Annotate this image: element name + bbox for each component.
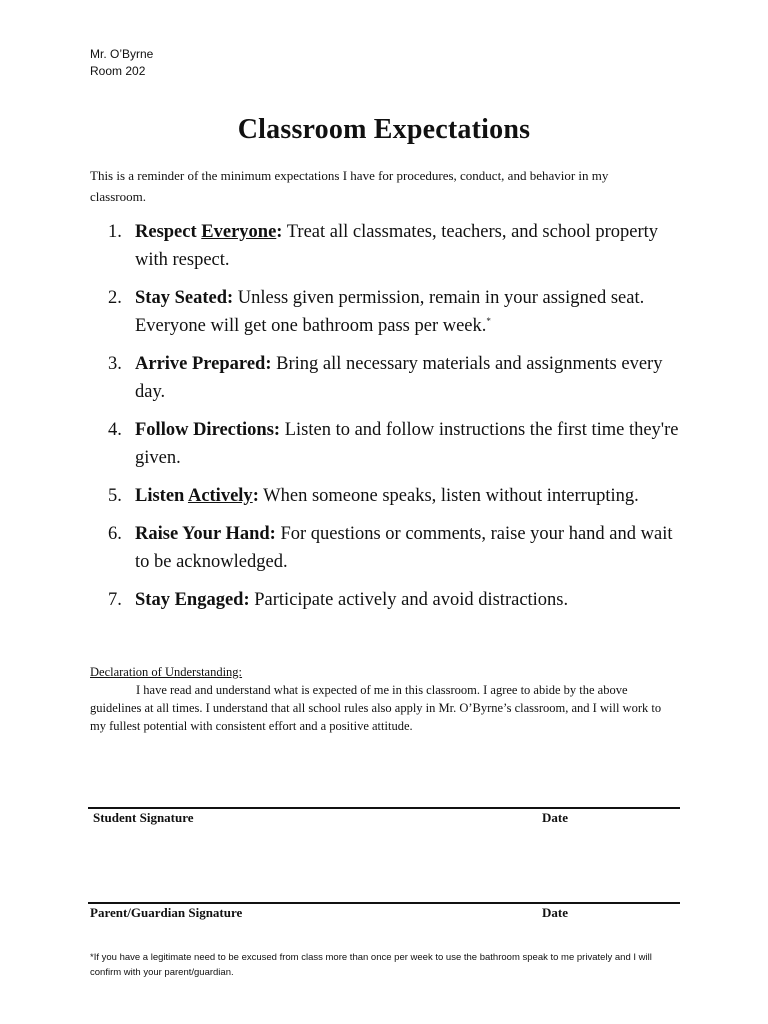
- declaration-section: [90, 663, 680, 735]
- teacher-name: Mr. O’Byrne: [90, 47, 154, 61]
- rule-text: Participate actively and avoid distractions.: [249, 590, 569, 610]
- rule-title: [135, 354, 272, 374]
- rule-text: Treat all classmates, teachers, and school property with respect.: [135, 222, 659, 270]
- rule-text: Unless given permission, remain in your assigned seat. Everyone will get one bathroom pass per week.: [135, 288, 645, 336]
- rule-title-colon: :: [243, 590, 250, 610]
- rule-number: 2.: [108, 288, 122, 308]
- rule-title-text: Stay Seated: [135, 288, 227, 308]
- rule-title-underlined: Everyone: [201, 222, 277, 242]
- rule-footnote-mark: *: [486, 315, 491, 326]
- rule-title-colon: :: [273, 420, 281, 440]
- rule-title: [135, 420, 280, 440]
- student-signature-label: Student Signature: [93, 810, 194, 825]
- rule-title: [135, 524, 276, 544]
- rule-text: Listen to and follow instructions the first time they're given.: [135, 420, 679, 468]
- rule-title: [135, 590, 250, 610]
- room-number: Room 202: [90, 64, 146, 78]
- rule-title-text: Listen: [135, 486, 188, 506]
- rule-title-colon: :: [269, 524, 276, 544]
- page-title: Classroom Expectations: [237, 114, 531, 145]
- rule-title-text: Raise Your Hand: [135, 524, 270, 544]
- rule-title-text: Respect: [135, 222, 202, 242]
- rule-title-underlined: Actively: [187, 486, 253, 506]
- rule-text: Bring all necessary materials and assignments every day.: [135, 354, 663, 402]
- rule-text: For questions or comments, raise your hand and wait to be acknowledged.: [135, 524, 673, 572]
- rule-number: 3.: [108, 354, 122, 374]
- rule-item: [108, 350, 688, 406]
- parent-date-label: Date: [542, 905, 568, 920]
- intro-text: This is a reminder of the minimum expectations I have for procedures, conduct, and behavior in my classroom.: [90, 168, 609, 204]
- rule-item: [108, 520, 688, 576]
- rule-title: [135, 288, 233, 308]
- rule-title: [135, 222, 282, 242]
- rule-text: When someone speaks, listen without interrupting.: [258, 486, 639, 506]
- rule-title: [135, 486, 259, 506]
- rule-item: [108, 586, 688, 614]
- student-signature-line[interactable]: [88, 807, 680, 809]
- declaration-heading: Declaration of Understanding:: [90, 665, 243, 679]
- student-date-label: Date: [542, 810, 568, 825]
- rule-item: [108, 284, 688, 340]
- rule-number: 1.: [108, 222, 122, 242]
- rule-item: [108, 218, 688, 274]
- rule-number: 4.: [108, 420, 122, 440]
- rule-title-text: Arrive Prepared: [135, 354, 266, 374]
- rule-title-colon: :: [276, 222, 283, 242]
- rule-title-colon: :: [227, 288, 234, 308]
- rule-item: [108, 482, 688, 510]
- rule-title-text: Follow Directions: [135, 420, 274, 440]
- rule-title-colon: :: [252, 486, 259, 506]
- parent-signature-label: Parent/Guardian Signature: [90, 905, 243, 920]
- declaration-body: I have read and understand what is expected of me in this classroom. I agree to abide by the above guidelines at all times. I understand that all school rules also apply in Mr. O’Byrne’s classroom, and I will work to my fullest potential with consistent effort and a positive attitude.: [90, 683, 662, 733]
- rules-list: [108, 218, 688, 624]
- rule-number: 5.: [108, 486, 122, 506]
- rule-title-text: Stay Engaged: [135, 590, 244, 610]
- footnote: *If you have a legitimate need to be excused from class more than once per week to use the bathroom speak to me privately and I will confirm with your parent/guardian.: [90, 952, 652, 978]
- rule-number: 7.: [108, 590, 122, 610]
- rule-number: 6.: [108, 524, 122, 544]
- rule-title-colon: :: [265, 354, 272, 374]
- parent-signature-line[interactable]: [88, 902, 680, 904]
- rule-item: [108, 416, 688, 472]
- document-header: [90, 46, 153, 80]
